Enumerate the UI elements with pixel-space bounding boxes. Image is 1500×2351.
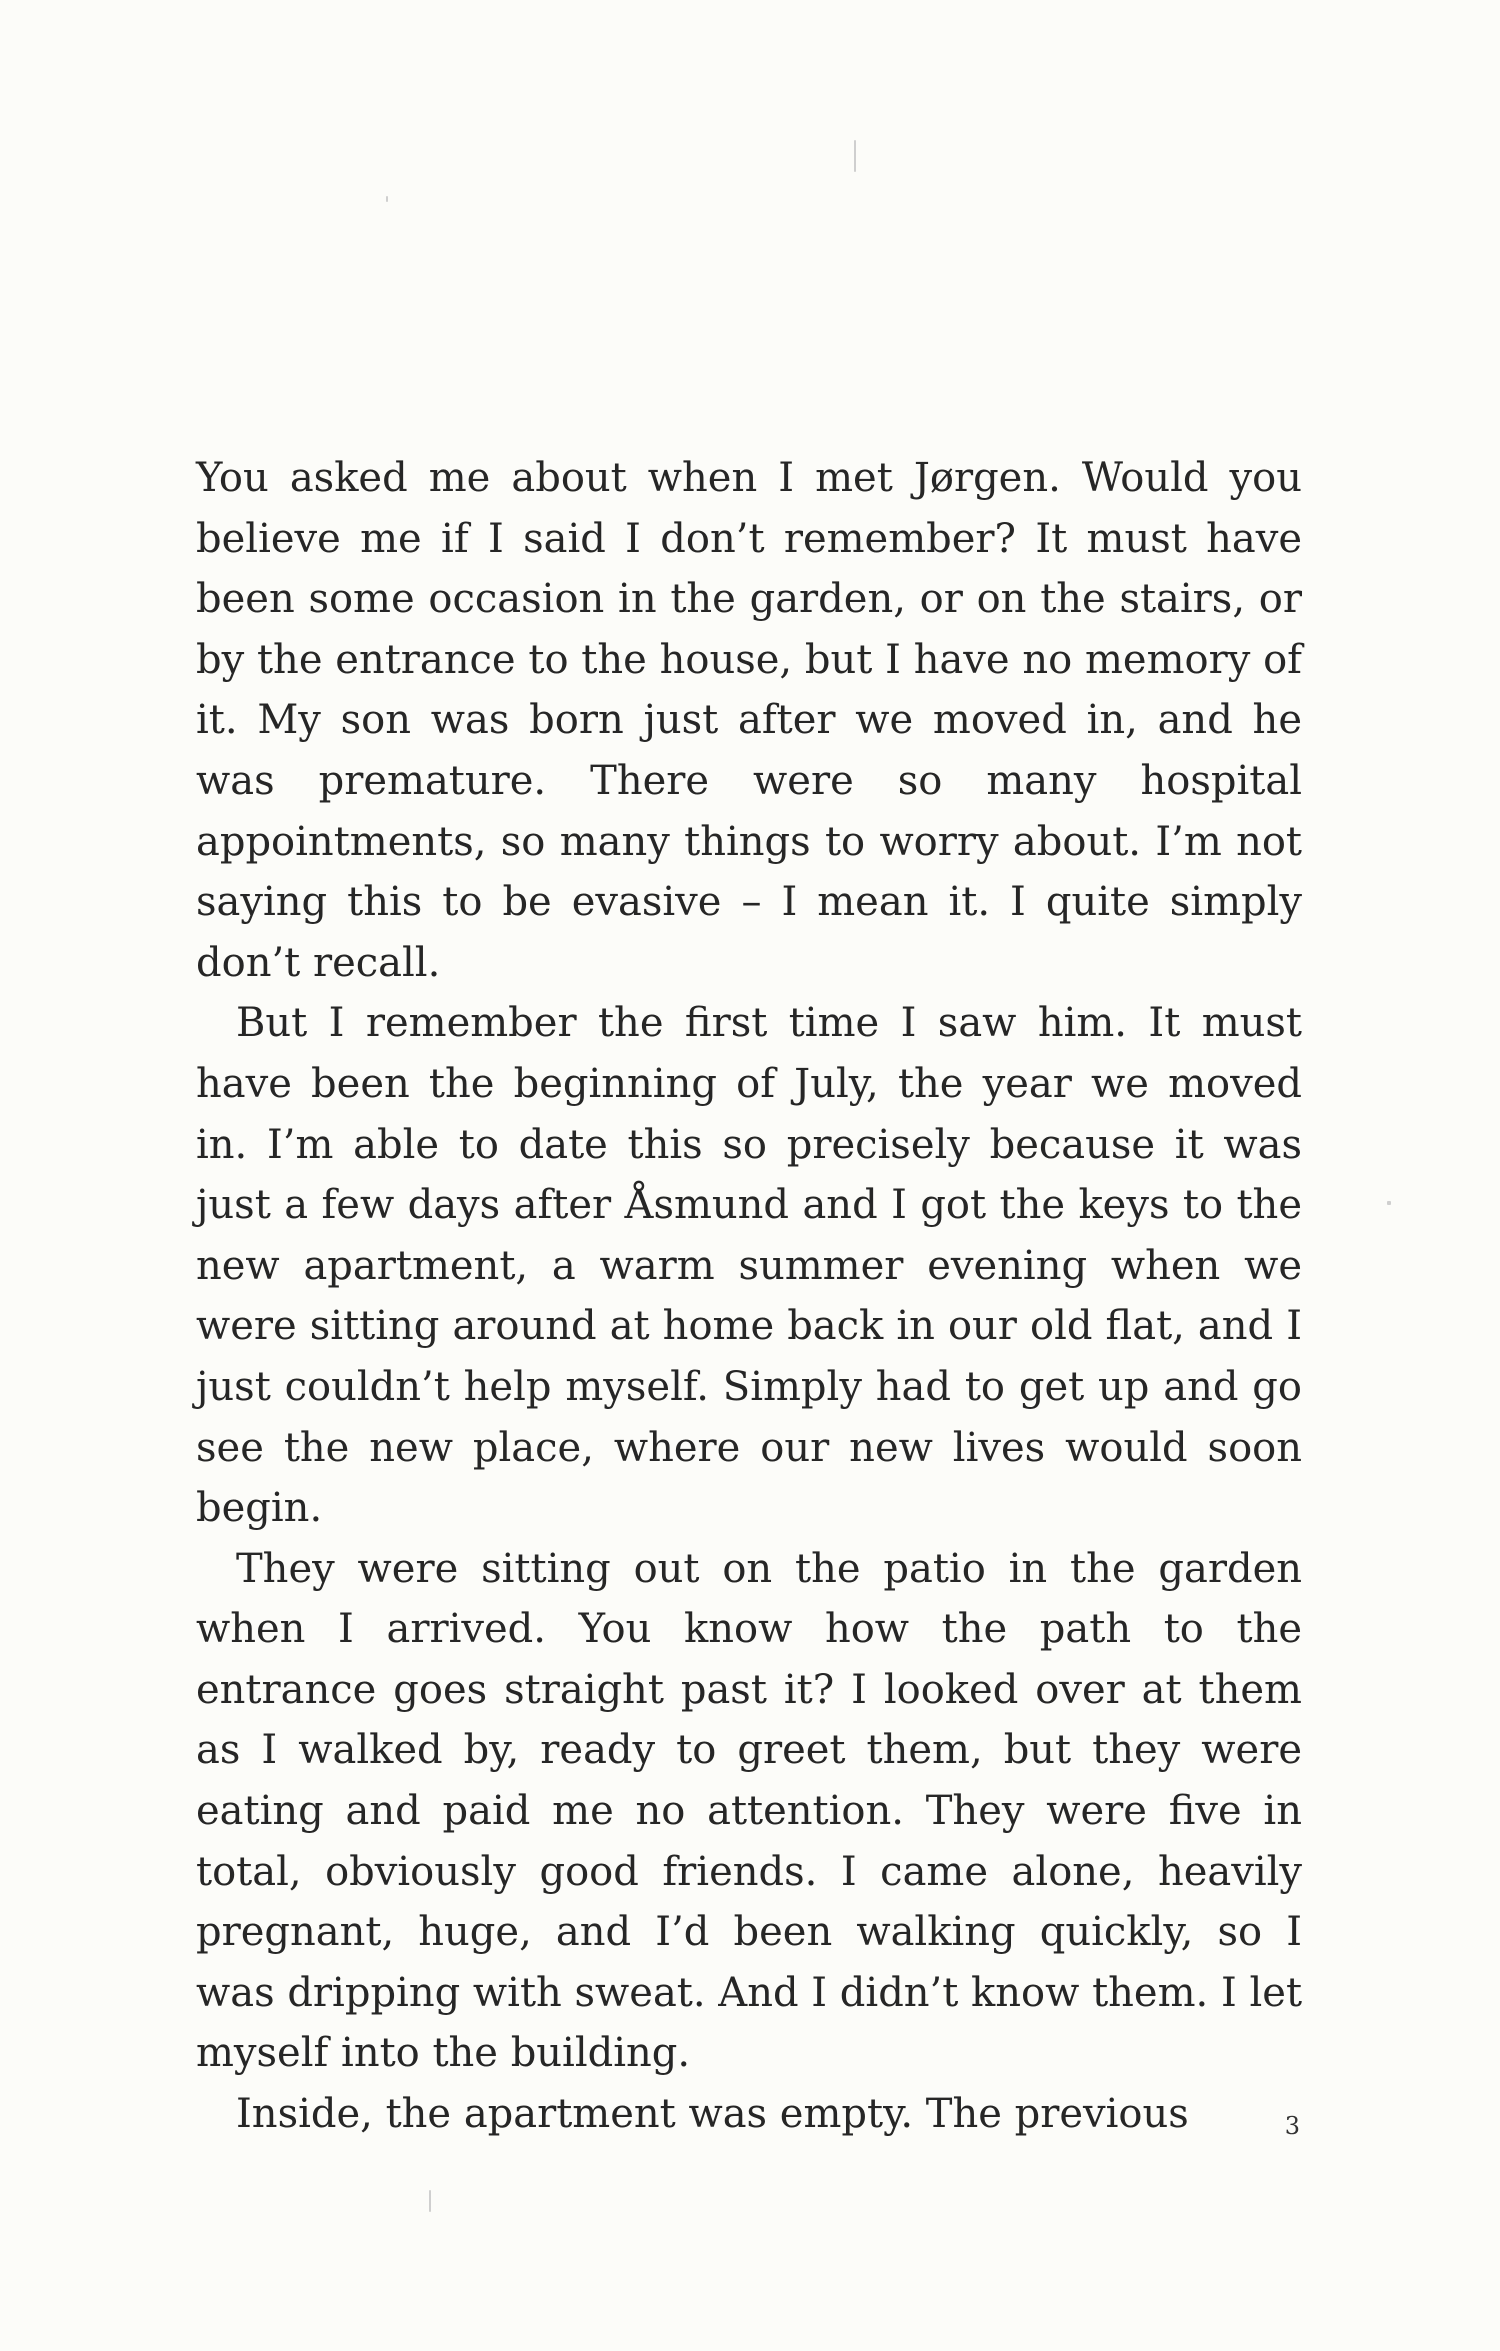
paragraph: But I remember the first time I saw him. It must have been the beginning of July, the year we moved in. I’m able to date this so precisely because it was just a few days after Åsmund and I got the keys to the new apartment, a warm summer evening when we were sitting around at home back in our old flat, and I just couldn’t help myself. Simply had to get up and go see the new place, where our new lives would soon begin. [196,1000,1302,1532]
scan-speck [386,196,388,202]
body-text [196,448,1302,2145]
paragraph: They were sitting out on the patio in the garden when I arrived. You know how the path to the entrance goes straight past it? I looked over at them as I walked by, ready to greet them, but they were eating and paid me no attention. They were five in total, obviously good friends. I came alone, heavily pregnant, huge, and I’d been walking quickly, so I was dripping with sweat. And I didn’t know them. I let myself into the building. [196,1545,1303,2077]
page-number: 3 [1284,2112,1300,2140]
paragraph: Inside, the apartment was empty. The previous [236,2091,1189,2138]
scan-speck [1387,1201,1391,1205]
paragraph: You asked me about when I met Jørgen. Would you believe me if I said I don’t remember? It must have been some occasion in the garden, or on the stairs, or by the entrance to the house, but I have no memory of it. My son was born just after we moved in, and he was premature. There were so many hospital appointments, so many things to worry about. I’m not saying this to be evasive – I mean it. I quite simply don’t recall. [196,455,1302,986]
scan-speck [429,2190,431,2212]
scan-speck [854,140,856,172]
